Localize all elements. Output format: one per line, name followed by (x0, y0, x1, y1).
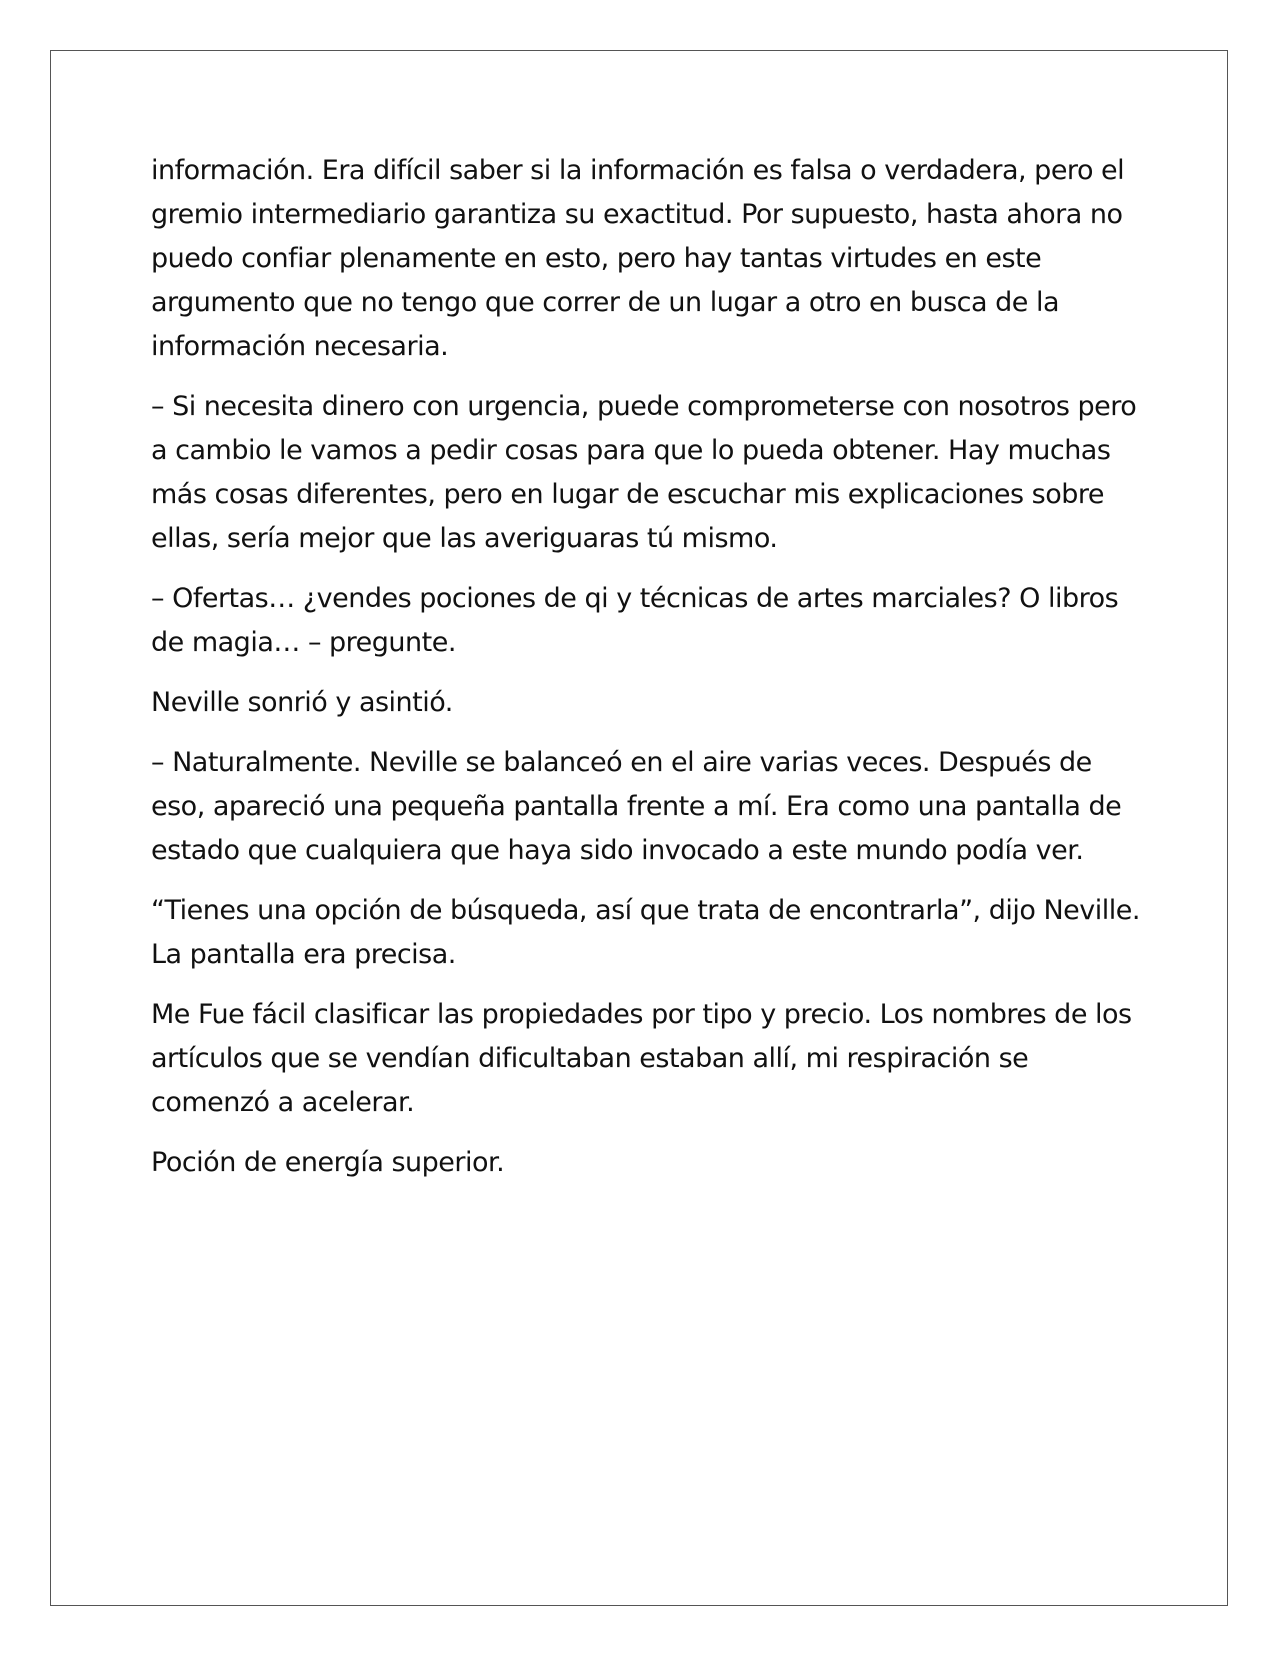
page-body (151, 149, 1141, 1201)
paragraph: Neville sonrió y asintió. (151, 687, 453, 718)
paragraph: – Naturalmente. Neville se balanceó en el aire varias veces. Después de eso, apareció una pequeña pantalla frente a mí. Era como una pantalla de estado que cualquiera que haya sido invocado a este mundo podía ver. (151, 747, 1122, 866)
paragraph: – Si necesita dinero con urgencia, puede comprometerse con nosotros pero a cambio le vamos a pedir cosas para que lo pueda obtener. Hay muchas más cosas diferentes, pero en lugar de escuchar mis explicaciones sobre ellas, sería mejor que las averiguaras tú mismo. (151, 391, 1137, 554)
paragraph: – Ofertas… ¿vendes pociones de qi y técnicas de artes marciales? O libros de magia… – pregunte. (151, 583, 1119, 658)
paragraph: “Tienes una opción de búsqueda, así que trata de encontrarla”, dijo Neville. La pantalla era precisa. (151, 895, 1140, 970)
paragraph: Me Fue fácil clasificar las propiedades por tipo y precio. Los nombres de los artículos que se vendían dificultaban estaban allí, mi respiración se comenzó a acelerar. (151, 999, 1132, 1118)
paragraph: información. Era difícil saber si la información es falsa o verdadera, pero el gremio intermediario garantiza su exactitud. Por supuesto, hasta ahora no puedo confiar plenamente en esto, pero hay tantas virtudes en este argumento que no tengo que correr de un lugar a otro en busca de la información necesaria. (151, 155, 1125, 362)
paragraph: Poción de energía superior. (151, 1147, 505, 1178)
